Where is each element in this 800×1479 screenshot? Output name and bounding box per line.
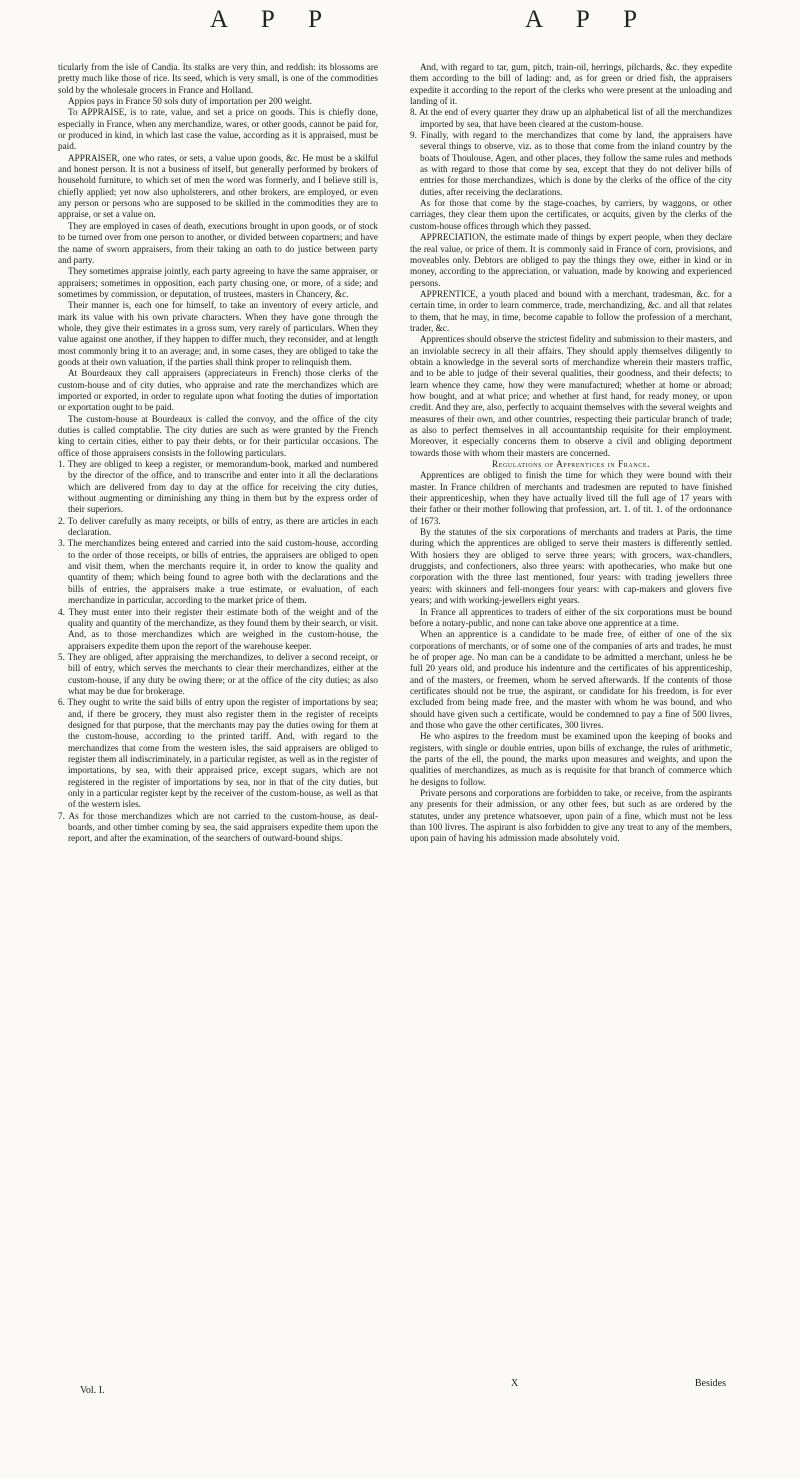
dictionary-entry <box>58 153 378 221</box>
paragraph: When an apprentice is a candidate to be made free, of either of one of the six corporations of merchants, or of some one of the companies of arts and trades, he must be of proper age. No man can be a candidate to be admitted a merchant, unless he be full 20 years old, and produce his indenture and the certificates of his apprenticeship, and of the masters, or freemen, whom he served afterwards. If the contents of those certificates should not be true, the aspirant, or candidate for his freedom, is for ever excluded from being made free, and the master with whom he was bound, and who should have given such a certificate, would be condemned to pay a fine of 500 livres, and those who gave the other certificates, 300 livres. <box>410 629 732 730</box>
entry-definition: one who rates, or sets, a value upon goods, &c. He must be a skilful and honest person. It is not a business of itself, but generally performed by brokers of household furniture, to which set of men the word was formerly, and I believe still is, chiefly applied; yet now also upholsterers, and other brokers, are employed, or even any person or persons who are supposed to be skilled in the commodities they are to appraise, or set a value on. <box>58 152 378 220</box>
section-heading: Regulations of Apprentices in France. <box>491 459 651 470</box>
numbered-paragraph: 8. At the end of every quarter they draw up an alphabetical list of all the merchandizes imported by sea, that have been cleared at the custom-house. <box>410 107 732 129</box>
volume-marker: Vol. I. <box>80 1385 105 1396</box>
dictionary-entry <box>410 232 732 289</box>
paragraph: He who aspires to the freedom must be examined upon the keeping of books and registers, with single or double entries, upon bills of exchange, the rules of arithmetic, the parts of the ell, the pound, the marks upon measures and weights, and upon the qualities of merchandizes, as much as is requisite for that branch of commerce which he designs to follow. <box>410 731 732 787</box>
paragraph: By the statutes of the six corporations of merchants and traders at Paris, the time during which the apprentices are obliged to serve their masters is differently settled. With hosiers they are obliged to serve three years; with grocers, wax-chandlers, druggists, and confectioners, also three years: with apothecaries, who make but one corporation with the three last mentioned, four years: with trading jewellers three years: with skinners and fell-mongers four years: with cap-makers and glovers five years; and with working-jewellers eight years. <box>410 527 732 606</box>
paragraph: Private persons and corporations are forbidden to take, or receive, from the aspirants any presents for their admission, or any other fees, but such as are ordered by the statutes, under any pretence whatsoever, upon pain of a fine, which must not be less than 100 livres. The aspirant is also forbidden to give any treat to any of the members, upon pain of having his admission made absolutely void. <box>410 788 732 844</box>
dictionary-entry <box>58 107 378 152</box>
signature-mark: X <box>511 1378 519 1389</box>
paragraph: ticularly from the isle of Candia. Its stalks are very thin, and reddish: its blossoms are pretty much like those of rice. Its seed, which is very small, is one of the commodities sold by the wholesale grocers in France and Holland. <box>58 62 378 95</box>
paragraph: Apprentices are obliged to finish the time for which they were bound with their master. In France children of merchants and tradesmen are reputed to have finished their apprenticeship, when they have actually lived till the full age of 17 years with their father or their mother following that profession, art. 1. of tit. 1. of the ordonnance of 1673. <box>410 470 732 526</box>
paragraph: Their manner is, each one for himself, to take an inventory of every article, and mark its value with his own private characters. When they have gone through the whole, they give their estimates in a gross sum, very rarely of particulars. When they value against one another, if they happen to differ much, they reconsider, and at length most commonly bring it to an average; and, in some cases, they are obliged to take the goods at their own valuation, if the parties shall think proper to relinquish them. <box>58 300 378 367</box>
dictionary-entry <box>410 289 732 334</box>
numbered-paragraph: 4. They must enter into their register their estimate both of the weight and of the quality and quantity of the merchandize, as they found them by their search, or visit. And, as to those merchandizes which are weighed in the custom-house, the appraisers expedite them upon the report of the warehouse keeper. <box>58 606 378 651</box>
numbered-paragraph: 9. Finally, with regard to the merchandizes that come by land, the appraisers have several things to observe, viz. as to those that come from the inland country by the boats of Thoulouse, Agen, and other places, they follow the same rules and methods as with regard to those that come by sea, except that they do not deliver bills of entries for those merchandizes, which is done by the clerks of the office of the city duties, after receiving the declarations. <box>410 130 732 197</box>
entry-term: APPRENTICE, <box>420 288 478 299</box>
numbered-paragraph: 6. They ought to write the said bills of entry upon the register of importations by sea; and, if there be grocery, they must also register them in the register of receipts designed for that purpose, that the merchants may pay the duties owing for them at the custom-house, according to the printed tariff. And, with regard to the merchandizes that come from the western isles, the said appraisers are obliged to register them all indiscriminately, in a particular register, as well as in the register of importations, by sea, with their appraised price, except sugars, which are not registered in the register of importations by sea, nor in that of the city duties, but only in a particular register kept by the receiver of the custom-house, as well as that of the western isles. <box>58 697 378 810</box>
running-head-left: A P P <box>210 6 337 33</box>
numbered-paragraph: 3. The merchandizes being entered and carried into the said custom-house, according to the order of those receipts, or bills of entries, the appraisers are obliged to open and visit them, when the merchants require it, in order to know the quality and quantity of them; which being found to agree both with the declarations and the bills of entries, the appraisers make a true estimate, or evaluation, of each merchandize in particular, according to the market price of them. <box>58 538 378 606</box>
entry-definition: the estimate made of things by expert people, when they declare the real value, or price of them. It is commonly said in France of corn, provisions, and moveables only. Debtors are obliged to pay the things they owe, either in kind or in money, according to the appreciation, or valuation, made by knowing and experienced persons. <box>410 232 732 288</box>
numbered-paragraph: 7. As for those merchandizes which are not carried to the custom-house, as deal-boards, and other timber coming by sea, the said appraisers expedite them upon the report, and after the examination, of the searchers of outward-bound ships. <box>58 810 378 844</box>
paragraph: The custom-house at Bourdeaux is called the convoy, and the office of the city duties is called comptablie. The city duties are such as were granted by the French king to certain cities, either to pay their debts, or for their particular occasions. The office of those appraisers consists in the following particulars. <box>58 413 378 458</box>
paragraph: Appios pays in France 50 sols duty of importation per 200 weight. <box>68 96 312 107</box>
numbered-paragraph: 5. They are obliged, after appraising the merchandizes, to deliver a second receipt, or bill of entry, which serves the merchants to clear their merchandizes, either at the custom-house, if any duty be owing there; or at the office of the city duties; as also what may be due for brokerage. <box>58 651 378 696</box>
paragraph: Apprentices should observe the strictest fidelity and submission to their masters, and an inviolable secrecy in all their affairs. They should apply themselves diligently to obtain a knowledge in the several sorts of merchandize wherein their masters traffic, and to be able to judge of their several qualities, their goodness, and their defects; to learn whence they came, how they were manufactured; whether at home or abroad; how bought, and at what price; and whether at first hand, for ready money, or upon credit. And they are, also, perfectly to acquaint themselves with the several weights and measures of their own, and other countries, respecting their particular branch of trade; as also to perfect themselves in all accountantship requisite for their employment. Moreover, it especially concerns them to observe a civil and obliging deportment towards those with whom their masters are concerned. <box>410 334 732 458</box>
entry-term: APPRECIATION, <box>420 232 488 243</box>
paragraph: They sometimes appraise jointly, each party agreeing to have the same appraiser, or appraisers; sometimes in opposition, each party chusing one, or more, of a side; and sometimes by commission, or deputation, of trustees, masters in Chancery, &c. <box>58 266 378 299</box>
paragraph: In France all apprentices to traders of either of the six corporations must be bound before a notary-public, and none can take above one apprentice at a time. <box>410 606 732 628</box>
entry-definition: is to rate, value, and set a price on goods. This is chiefly done, especially in France, when any merchandize, wares, or other goods, cannot be paid for, or produced in kind, in which last case the value, according as it is appraised, must be paid. <box>58 107 378 152</box>
numbered-paragraph: 1. They are obliged to keep a register, or memorandum-book, marked and numbered by the director of the office, and to transcribe and enter into it all the declarations which are delivered from day to day at the office for receiving the city duties, without augmenting or diminishing any thing in them but by the express order of their superiors. <box>58 459 378 515</box>
numbered-paragraph: 2. To deliver carefully as many receipts, or bills of entry, as there are articles in each declaration. <box>58 515 378 538</box>
entry-term: To APPRAISE, <box>68 107 127 118</box>
paragraph: They are employed in cases of death, executions brought in upon goods, or of stock to be turned over from one person to another, or divided between copartners; and have the name of sworn appraisers, from their taking an oath to do justice between party and party. <box>58 220 378 265</box>
paragraph: As for those that come by the stage-coaches, by carriers, by waggons, or other carriages, they clear them upon the certificates, or acquits, given by the clerks of the custom-house offices through which they passed. <box>410 198 732 231</box>
entry-term: APPRAISER, <box>68 152 120 163</box>
catchword: Besides <box>694 1378 726 1389</box>
paragraph: And, with regard to tar, gum, pitch, train-oil, herrings, pilchards, &c. they expedite them according to the bill of lading: and, as for green or dried fish, the appraisers expedite it according to the report of the clerks who were present at the unloading and landing of it. <box>410 62 732 107</box>
paragraph: At Bourdeaux they call appraisers (appreciateurs in French) those clerks of the custom-house and of city duties, who appraise and rate the merchandizes which are imported or exported, in order to regulate upon what footing the duties of importation or exportation ought to be paid. <box>58 368 378 413</box>
left-column <box>58 62 378 845</box>
running-head-right: A P P <box>525 6 652 33</box>
right-column <box>410 62 732 845</box>
entry-definition: a youth placed and bound with a merchant, tradesman, &c. for a certain time, in order to learn commerce, trade, merchandizing, &c. and all that relates to them, that he may, in time, become capable to follow the profession of a merchant, trader, &c. <box>410 288 732 333</box>
